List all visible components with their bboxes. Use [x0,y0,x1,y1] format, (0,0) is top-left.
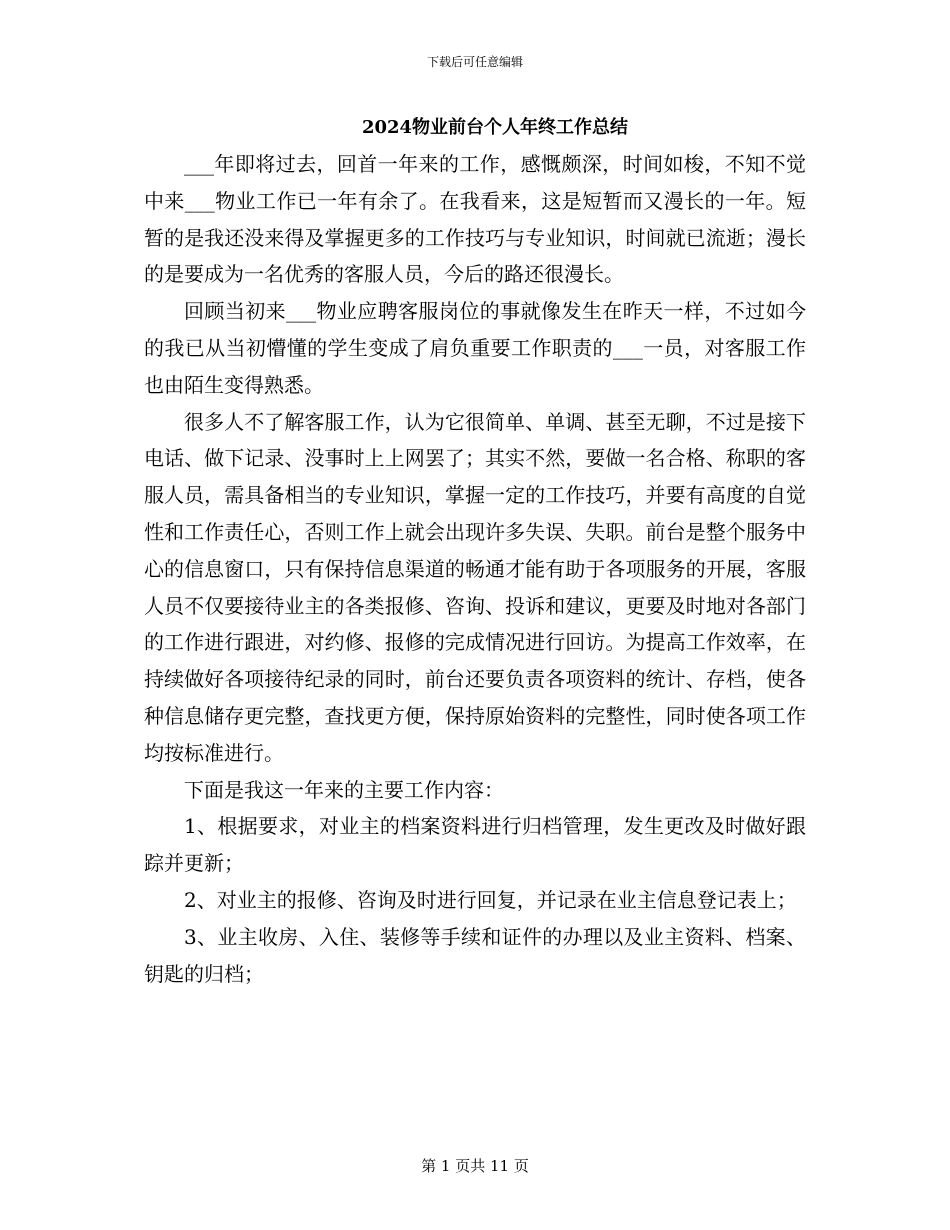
paragraph: ___年即将过去，回首一年来的工作，感慨颇深，时间如梭，不知不觉中来___物业工作已一年有余了。在我看来，这是短暂而又漫长的一年。短暂的是我还没来得及掌握更多的工作技巧与专业知识，时间就已流逝；漫长的是要成为一名优秀的客服人员，今后的路还很漫长。 [144,152,806,287]
document-body [144,146,806,992]
list-item: 3、业主收房、入住、装修等手续和证件的办理以及业主资料、档案、钥匙的归档； [144,924,806,986]
paragraph: 下面是我这一年来的主要工作内容： [184,777,504,802]
header-note: 下载后可任意编辑 [426,55,523,69]
document-title: 2024物业前台个人年终工作总结 [361,117,629,138]
list-item: 2、对业主的报修、咨询及时进行回复，并记录在业主信息登记表上； [184,887,797,912]
paragraph: 很多人不了解客服工作，认为它很简单、单调、甚至无聊，不过是接下电话、做下记录、没事时上上网罢了；其实不然，要做一名合格、称职的客服人员，需具备相当的专业知识，掌握一定的工作技巧，并要有高度的自觉性和工作责任心，否则工作上就会出现许多失误、失职。前台是整个服务中心的信息窗口，只有保持信息渠道的畅通才能有助于各项服务的开展，客服人员不仅要接待业主的各类报修、咨询、投诉和建议，更要及时地对各部门的工作进行跟进，对约修、报修的完成情况进行回访。为提高工作效率，在持续做好各项接待纪录的同时，前台还要负责各项资料的统计、存档，使各种信息储存更完整，查找更方便，保持原始资料的完整性，同时使各项工作均按标准进行。 [144,409,806,765]
list-item: 1、根据要求，对业主的档案资料进行归档管理，发生更改及时做好跟踪并更新； [144,814,806,876]
paragraph: 回顾当初来___物业应聘客服岗位的事就像发生在昨天一样，不过如今的我已从当初懵懂的学生变成了肩负重要工作职责的___一员，对客服工作也由陌生变得熟悉。 [144,299,806,397]
page-number: 第 1 页共 11 页 [421,1157,529,1175]
